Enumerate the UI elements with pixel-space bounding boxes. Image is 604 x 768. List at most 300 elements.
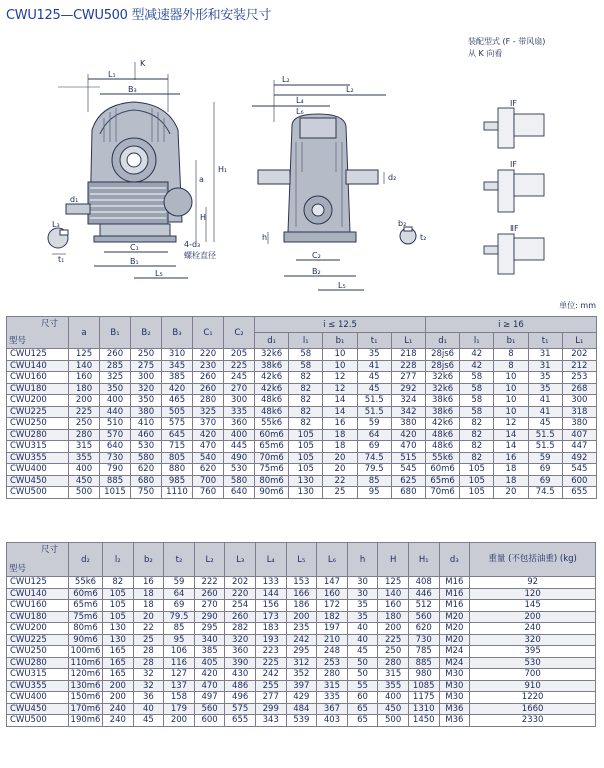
table-2-body — [7, 577, 596, 727]
value-cell: 120m6 — [69, 669, 103, 681]
value-cell: 12 — [494, 418, 528, 430]
svg-text:a: a — [199, 175, 204, 184]
value-cell: 173 — [255, 611, 286, 623]
value-cell: 82 — [289, 395, 323, 407]
value-cell: M24 — [439, 646, 470, 658]
svg-text:K: K — [140, 59, 146, 68]
table-row — [7, 600, 596, 612]
value-cell: 300 — [562, 395, 596, 407]
assembly-caption — [468, 36, 545, 60]
value-cell: 41 — [528, 395, 562, 407]
value-cell: 655 — [225, 715, 256, 727]
model-cell: CWU160 — [7, 372, 69, 384]
value-cell: 360 — [225, 646, 256, 658]
value-cell: 145 — [470, 600, 596, 612]
value-cell: 40 — [347, 623, 378, 635]
table-row — [7, 623, 596, 635]
value-cell: 105 — [289, 441, 323, 453]
weight-header: 重量 (不包括油重) (kg) — [470, 543, 596, 577]
value-cell: 367 — [317, 703, 348, 715]
value-cell: 51.5 — [528, 429, 562, 441]
value-cell: 32 — [133, 680, 164, 692]
value-cell: 51.5 — [357, 395, 391, 407]
value-cell: 785 — [408, 646, 439, 658]
value-cell: 30 — [347, 577, 378, 589]
model-cell: CWU180 — [7, 611, 69, 623]
value-cell: 116 — [164, 657, 195, 669]
value-cell: 42 — [460, 360, 494, 372]
value-cell: 190m6 — [69, 715, 103, 727]
value-cell: 10 — [323, 360, 357, 372]
value-cell: 490 — [224, 452, 255, 464]
value-cell: 193 — [255, 634, 286, 646]
value-cell: 70m6 — [255, 452, 289, 464]
value-cell: 48k6 — [255, 406, 289, 418]
value-cell: 1110 — [162, 487, 193, 499]
value-cell: 160 — [69, 372, 100, 384]
value-cell: 575 — [225, 703, 256, 715]
value-cell: 385 — [194, 646, 225, 658]
value-cell: 885 — [408, 657, 439, 669]
value-cell: 48k6 — [426, 441, 460, 453]
col-header: L₄ — [255, 543, 286, 577]
value-cell: 105 — [103, 588, 134, 600]
value-cell: 200 — [470, 611, 596, 623]
value-cell: 1015 — [100, 487, 131, 499]
value-cell: 32k6 — [426, 372, 460, 384]
value-cell: M30 — [439, 692, 470, 704]
value-cell: 380 — [562, 418, 596, 430]
value-cell: 515 — [391, 452, 425, 464]
value-cell: 625 — [391, 475, 425, 487]
value-cell: 253 — [562, 372, 596, 384]
value-cell: 420 — [391, 429, 425, 441]
value-cell: 300 — [131, 372, 162, 384]
value-cell: 59 — [357, 418, 391, 430]
group-header-low-ratio: i ≤ 12.5 — [255, 317, 426, 333]
value-cell: 282 — [225, 623, 256, 635]
assembly-caption-line1: 装配型式 (F - 带风扇) — [468, 37, 546, 46]
model-cell: CWU355 — [7, 680, 69, 692]
value-cell: 400 — [100, 395, 131, 407]
value-cell: 50 — [347, 669, 378, 681]
value-cell: 310 — [162, 349, 193, 361]
value-cell: 335 — [224, 406, 255, 418]
value-cell: 170m6 — [69, 703, 103, 715]
value-cell: 200 — [286, 611, 317, 623]
col-header: H — [378, 543, 409, 577]
value-cell: 250 — [131, 349, 162, 361]
table-row — [7, 475, 597, 487]
value-cell: 80m6 — [255, 475, 289, 487]
value-cell: 82 — [460, 429, 494, 441]
value-cell: 69 — [528, 464, 562, 476]
value-cell: 197 — [317, 623, 348, 635]
value-cell: 130 — [103, 634, 134, 646]
value-cell: 16 — [494, 452, 528, 464]
value-cell: 95 — [357, 487, 391, 499]
model-cell: CWU450 — [7, 475, 69, 487]
value-cell: 700 — [470, 669, 596, 681]
value-cell: 38k6 — [255, 360, 289, 372]
value-cell: 38k6 — [426, 406, 460, 418]
svg-text:L₂: L₂ — [282, 75, 290, 84]
value-cell: 277 — [391, 372, 425, 384]
value-cell: 35 — [347, 600, 378, 612]
table-row — [7, 441, 597, 453]
table-row — [7, 703, 596, 715]
sub-header: b₁ — [494, 333, 528, 349]
value-cell: 335 — [317, 692, 348, 704]
table-row — [7, 611, 596, 623]
value-cell: 31 — [528, 360, 562, 372]
side-view — [252, 80, 416, 290]
value-cell: 790 — [100, 464, 131, 476]
value-cell: 59 — [164, 577, 195, 589]
value-cell: 254 — [225, 600, 256, 612]
value-cell: 320 — [225, 634, 256, 646]
value-cell: 133 — [255, 577, 286, 589]
value-cell: 980 — [408, 669, 439, 681]
value-cell: 420 — [162, 383, 193, 395]
svg-text:C₁: C₁ — [130, 243, 139, 252]
value-cell: 560 — [194, 703, 225, 715]
col-header: L₅ — [286, 543, 317, 577]
value-cell: 205 — [224, 349, 255, 361]
value-cell: 600 — [562, 475, 596, 487]
value-cell: 260 — [225, 611, 256, 623]
value-cell: 90m6 — [255, 487, 289, 499]
value-cell: 10 — [323, 349, 357, 361]
sub-header: L₁ — [562, 333, 596, 349]
svg-text:B₂: B₂ — [312, 267, 321, 276]
value-cell: 255 — [255, 680, 286, 692]
value-cell: 40 — [133, 703, 164, 715]
value-cell: 165 — [103, 669, 134, 681]
value-cell: 225 — [378, 634, 409, 646]
value-cell: 8 — [494, 360, 528, 372]
value-cell: 105 — [460, 487, 494, 499]
model-cell: CWU355 — [7, 452, 69, 464]
value-cell: 385 — [162, 372, 193, 384]
value-cell: 220 — [193, 349, 224, 361]
model-cell: CWU400 — [7, 464, 69, 476]
value-cell: 35 — [528, 383, 562, 395]
value-cell: 760 — [193, 487, 224, 499]
value-cell: 30 — [347, 588, 378, 600]
value-cell: 10 — [494, 383, 528, 395]
value-cell: 31 — [528, 349, 562, 361]
value-cell: 8 — [494, 349, 528, 361]
model-cell: CWU280 — [7, 429, 69, 441]
value-cell: 403 — [317, 715, 348, 727]
value-cell: M30 — [439, 669, 470, 681]
value-cell: 20 — [323, 464, 357, 476]
value-cell: 92 — [470, 577, 596, 589]
value-cell: 1220 — [470, 692, 596, 704]
table-row — [7, 383, 597, 395]
value-cell: 260 — [193, 383, 224, 395]
value-cell: 45 — [133, 715, 164, 727]
table-row — [7, 657, 596, 669]
value-cell: M20 — [439, 623, 470, 635]
value-cell: 218 — [391, 349, 425, 361]
col-header: t₂ — [164, 543, 195, 577]
col-header: b₂ — [133, 543, 164, 577]
value-cell: 640 — [224, 487, 255, 499]
value-cell: 60 — [347, 692, 378, 704]
value-cell: 45 — [357, 372, 391, 384]
value-cell: 153 — [286, 577, 317, 589]
svg-text:H: H — [200, 213, 207, 222]
value-cell: 90m6 — [69, 634, 103, 646]
value-cell: 160 — [317, 588, 348, 600]
value-cell: 545 — [391, 464, 425, 476]
value-cell: 28 — [133, 657, 164, 669]
value-cell: 680 — [131, 475, 162, 487]
value-cell: 340 — [194, 634, 225, 646]
value-cell: 530 — [131, 441, 162, 453]
value-cell: 140 — [378, 588, 409, 600]
value-cell: 82 — [460, 441, 494, 453]
value-cell: 65m6 — [69, 600, 103, 612]
svg-text:L₂: L₂ — [346, 85, 354, 94]
value-cell: 260 — [193, 372, 224, 384]
value-cell: 41 — [528, 406, 562, 418]
value-cell: 530 — [224, 464, 255, 476]
value-cell: 280 — [193, 395, 224, 407]
sub-header: t₁ — [528, 333, 562, 349]
sub-header: l₁ — [289, 333, 323, 349]
value-cell: 580 — [224, 475, 255, 487]
svg-text:B₃: B₃ — [128, 85, 137, 94]
value-cell: 106 — [164, 646, 195, 658]
value-cell: 182 — [317, 611, 348, 623]
model-cell: CWU200 — [7, 623, 69, 635]
value-cell: 144 — [255, 588, 286, 600]
value-cell: 16 — [323, 418, 357, 430]
svg-text:L₁: L₁ — [108, 70, 116, 79]
table-row — [7, 634, 596, 646]
value-cell: 270 — [224, 383, 255, 395]
svg-text:t₂: t₂ — [420, 233, 427, 242]
value-cell: 420 — [194, 669, 225, 681]
value-cell: 1175 — [408, 692, 439, 704]
value-cell: 105 — [460, 475, 494, 487]
value-cell: 18 — [323, 429, 357, 441]
value-cell: 225 — [69, 406, 100, 418]
table-row — [7, 395, 597, 407]
value-cell: 1310 — [408, 703, 439, 715]
value-cell: 127 — [164, 669, 195, 681]
value-cell: 250 — [378, 646, 409, 658]
value-cell: 75m6 — [255, 464, 289, 476]
value-cell: 408 — [408, 577, 439, 589]
value-cell: 985 — [162, 475, 193, 487]
value-cell: 10 — [494, 395, 528, 407]
value-cell: 620 — [408, 623, 439, 635]
value-cell: 275 — [131, 360, 162, 372]
value-cell: 130 — [289, 487, 323, 499]
value-cell: 429 — [286, 692, 317, 704]
value-cell: 65 — [347, 703, 378, 715]
value-cell: 70m6 — [426, 487, 460, 499]
value-cell: 250 — [69, 418, 100, 430]
table-row — [7, 646, 596, 658]
value-cell: 35 — [357, 349, 391, 361]
value-cell: 105 — [103, 611, 134, 623]
value-cell: 343 — [255, 715, 286, 727]
value-cell: 18 — [323, 441, 357, 453]
value-cell: 240 — [103, 703, 134, 715]
col-header: L₂ — [194, 543, 225, 577]
value-cell: 79.5 — [164, 611, 195, 623]
value-cell: M16 — [439, 600, 470, 612]
value-cell: 64 — [357, 429, 391, 441]
value-cell: 210 — [317, 634, 348, 646]
value-cell: 700 — [193, 475, 224, 487]
value-cell: 225 — [224, 360, 255, 372]
value-cell: 805 — [162, 452, 193, 464]
value-cell: 575 — [162, 418, 193, 430]
value-cell: 165 — [103, 646, 134, 658]
value-cell: 350 — [100, 383, 131, 395]
value-cell: 69 — [528, 475, 562, 487]
value-cell: 85 — [164, 623, 195, 635]
value-cell: 25 — [323, 487, 357, 499]
sub-header: d₁ — [426, 333, 460, 349]
value-cell: 505 — [162, 406, 193, 418]
value-cell: 360 — [224, 418, 255, 430]
model-cell: CWU200 — [7, 395, 69, 407]
value-cell: 910 — [470, 680, 596, 692]
svg-text:L₆: L₆ — [296, 107, 304, 116]
value-cell: 885 — [100, 475, 131, 487]
col-header: h — [347, 543, 378, 577]
corner-header: 尺寸 型号 — [7, 543, 69, 577]
value-cell: 105 — [289, 464, 323, 476]
unit-note: 单位: mm — [559, 301, 596, 310]
value-cell: 42k6 — [255, 383, 289, 395]
assembly-types — [484, 108, 544, 274]
svg-text:h: h — [262, 233, 268, 242]
value-cell: 82 — [103, 577, 134, 589]
dimension-table-1 — [6, 316, 597, 499]
value-cell: 320 — [470, 634, 596, 646]
value-cell: M20 — [439, 611, 470, 623]
value-cell: 380 — [131, 406, 162, 418]
model-cell: CWU225 — [7, 406, 69, 418]
value-cell: 325 — [100, 372, 131, 384]
value-cell: 200 — [103, 680, 134, 692]
value-cell: 16 — [133, 577, 164, 589]
value-cell: 245 — [224, 372, 255, 384]
svg-text:d₁: d₁ — [70, 195, 79, 204]
value-cell: 312 — [286, 657, 317, 669]
table-row — [7, 406, 597, 418]
value-cell: 69 — [164, 600, 195, 612]
value-cell: M30 — [439, 680, 470, 692]
value-cell: 500 — [378, 715, 409, 727]
value-cell: 325 — [193, 406, 224, 418]
svg-text:H₁: H₁ — [218, 165, 228, 174]
value-cell: 28js6 — [426, 360, 460, 372]
value-cell: 1450 — [408, 715, 439, 727]
value-cell: 125 — [378, 577, 409, 589]
value-cell: 51.5 — [528, 441, 562, 453]
value-cell: 315 — [378, 669, 409, 681]
col-header: a — [69, 317, 100, 349]
value-cell: 58 — [289, 349, 323, 361]
model-cell: CWU140 — [7, 588, 69, 600]
value-cell: 36 — [133, 692, 164, 704]
svg-text:B₁: B₁ — [130, 257, 139, 266]
value-cell: 1085 — [408, 680, 439, 692]
table-row — [7, 372, 597, 384]
value-cell: 35 — [347, 611, 378, 623]
value-cell: 299 — [255, 703, 286, 715]
sub-header: d₁ — [255, 333, 289, 349]
value-cell: 60m6 — [69, 588, 103, 600]
value-cell: 41 — [357, 360, 391, 372]
value-cell: 137 — [164, 680, 195, 692]
value-cell: 12 — [323, 383, 357, 395]
value-cell: 42k6 — [255, 372, 289, 384]
svg-text:d₂: d₂ — [388, 173, 397, 182]
value-cell: 380 — [391, 418, 425, 430]
value-cell: 570 — [100, 429, 131, 441]
col-header: C₁ — [193, 317, 224, 349]
sub-header: b₁ — [323, 333, 357, 349]
value-cell: 25 — [133, 634, 164, 646]
value-cell: 40 — [347, 634, 378, 646]
assembly-1F-b — [484, 170, 544, 212]
value-cell: 355 — [378, 680, 409, 692]
value-cell: 12 — [323, 372, 357, 384]
value-cell: 470 — [391, 441, 425, 453]
value-cell: 200 — [103, 692, 134, 704]
sub-header: t₁ — [357, 333, 391, 349]
value-cell: 45 — [347, 646, 378, 658]
value-cell: 370 — [193, 418, 224, 430]
value-cell: 75m6 — [69, 611, 103, 623]
value-cell: 460 — [131, 429, 162, 441]
value-cell: 110m6 — [69, 657, 103, 669]
col-header: d₂ — [69, 543, 103, 577]
value-cell: 79.5 — [357, 464, 391, 476]
value-cell: 324 — [391, 395, 425, 407]
value-cell: 165 — [103, 657, 134, 669]
value-cell: 65 — [347, 715, 378, 727]
value-cell: 400 — [378, 692, 409, 704]
value-cell: 186 — [286, 600, 317, 612]
value-cell: 253 — [317, 657, 348, 669]
value-cell: 290 — [194, 611, 225, 623]
value-cell: 645 — [162, 429, 193, 441]
value-cell: 45 — [357, 383, 391, 395]
value-cell: 125 — [69, 349, 100, 361]
value-cell: 82 — [289, 406, 323, 418]
value-cell: 420 — [193, 429, 224, 441]
value-cell: 545 — [562, 464, 596, 476]
value-cell: M36 — [439, 703, 470, 715]
value-cell: 620 — [193, 464, 224, 476]
value-cell: 202 — [562, 349, 596, 361]
table-row — [7, 692, 596, 704]
col-header: B₃ — [162, 317, 193, 349]
value-cell: 160 — [378, 600, 409, 612]
value-cell: 355 — [69, 452, 100, 464]
